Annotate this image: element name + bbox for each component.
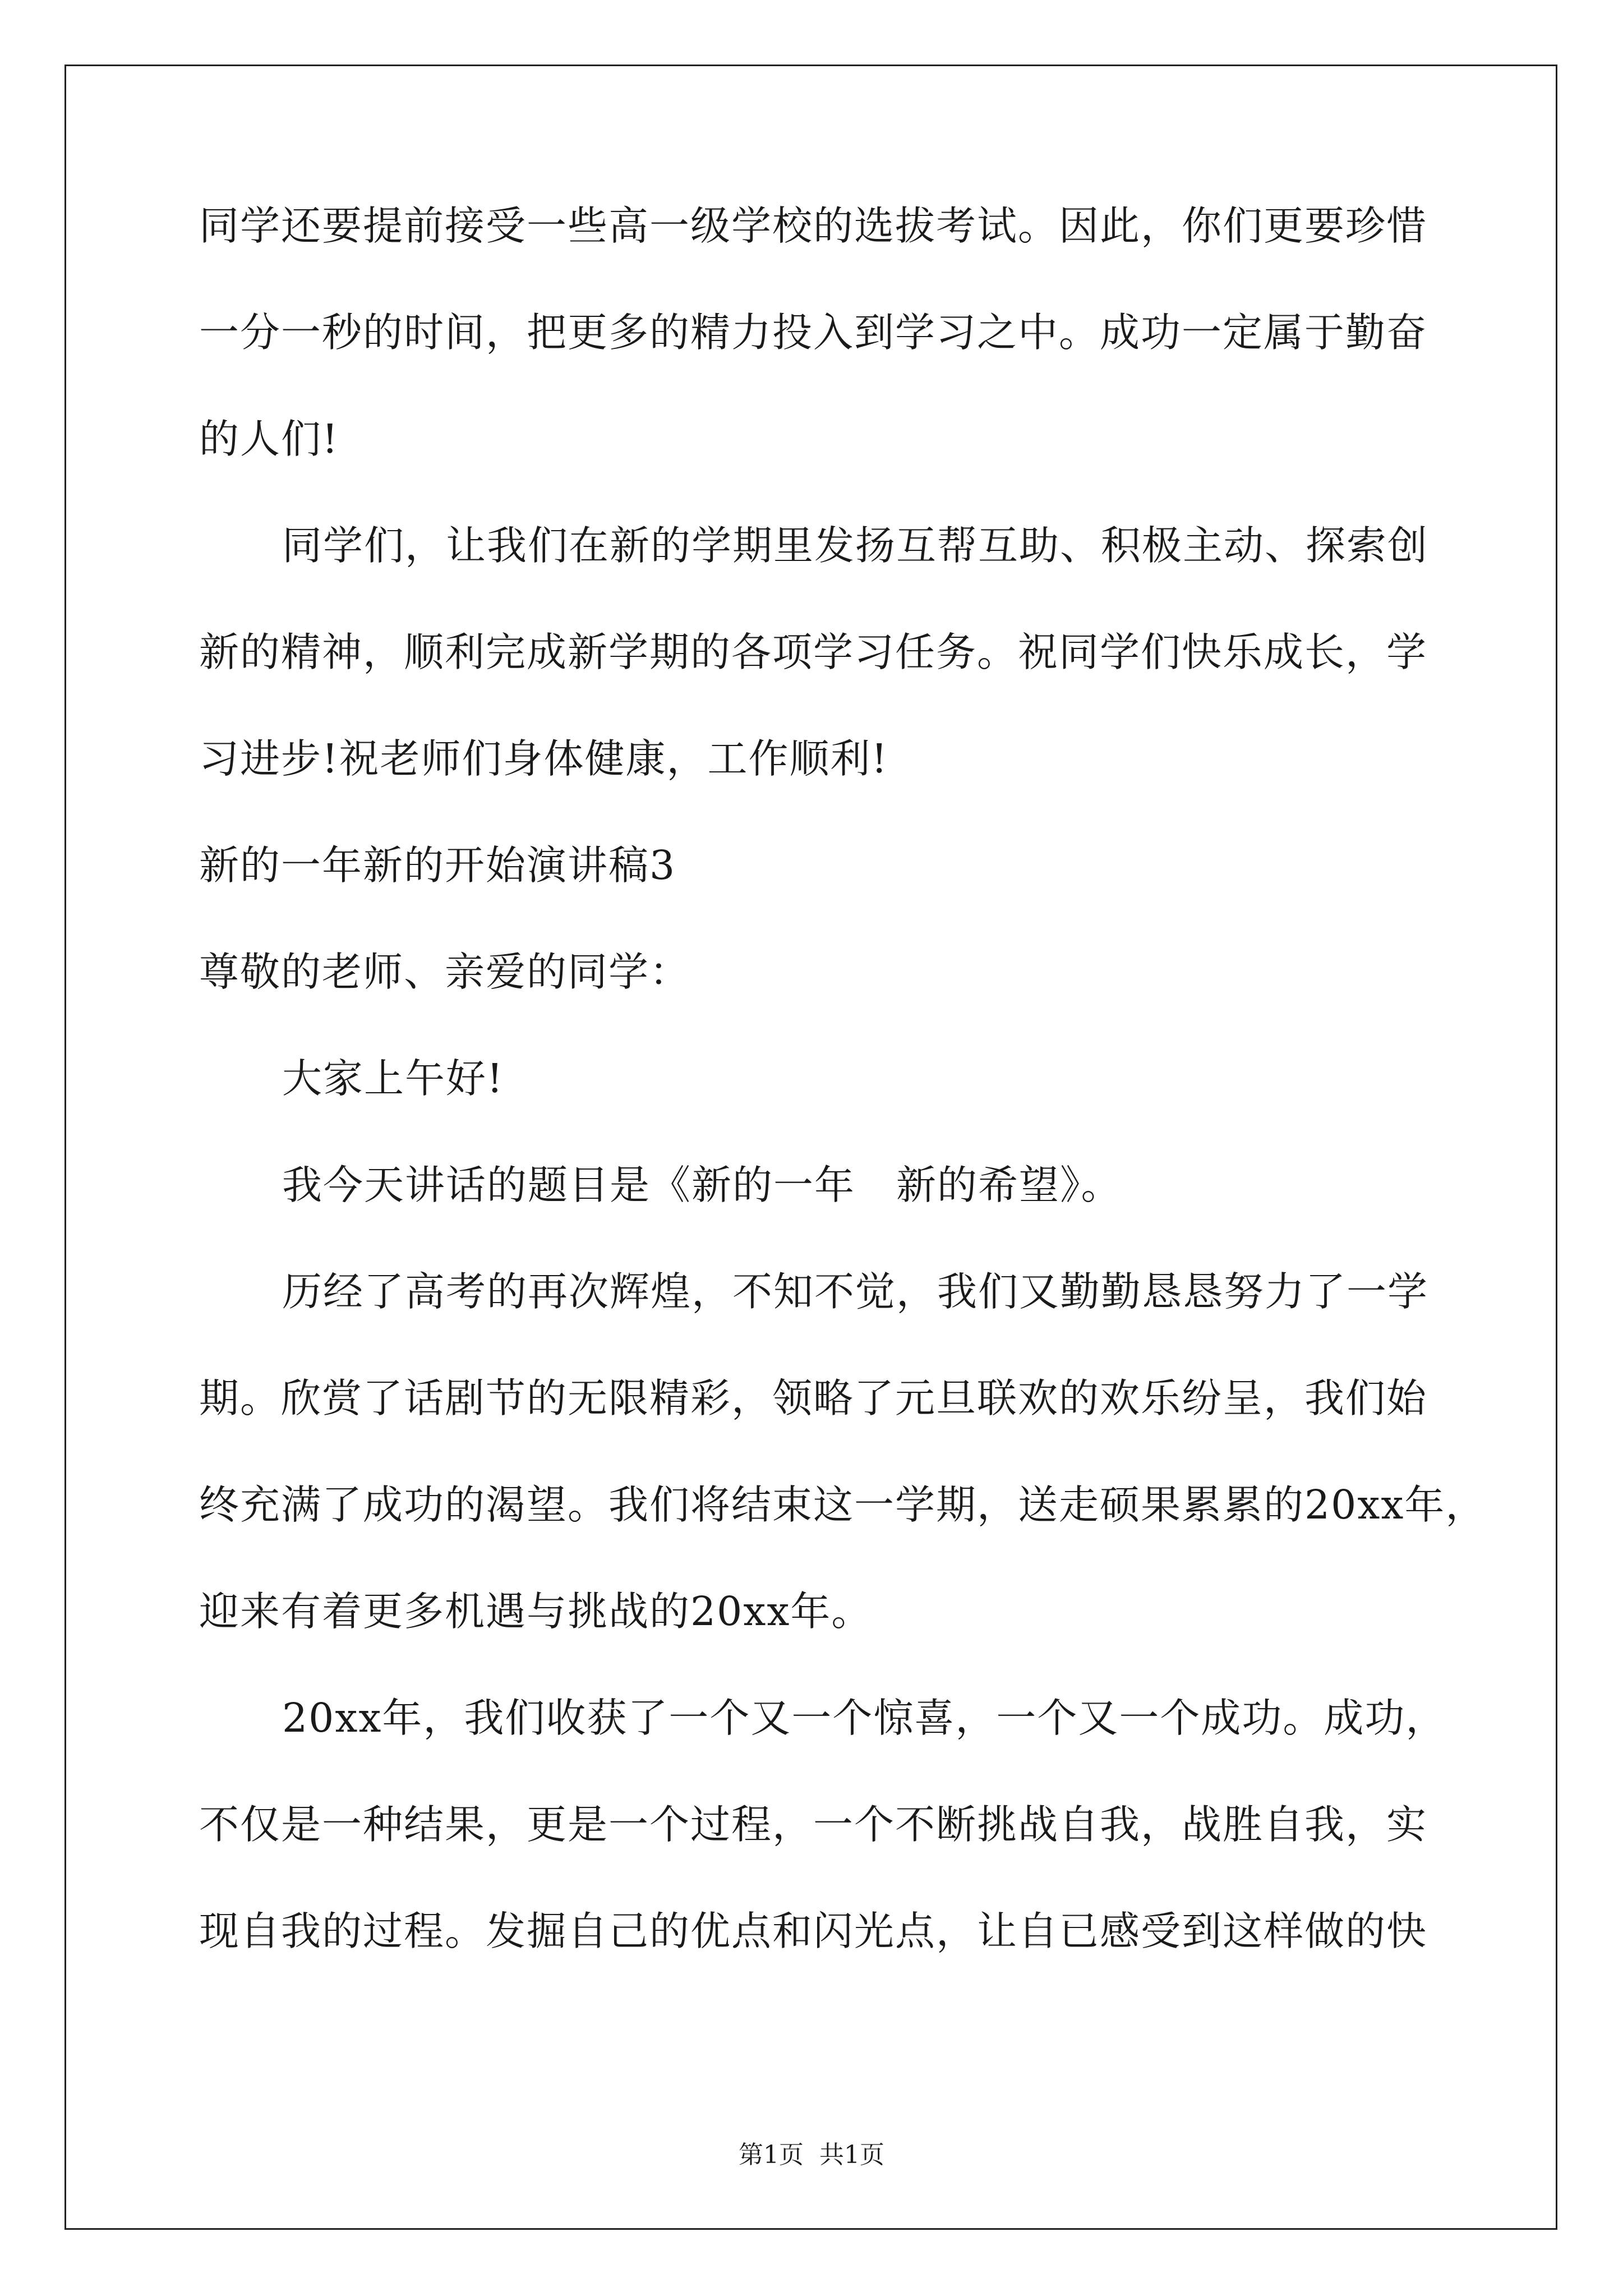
text-line: 不仅是一种结果，更是一个过程，一个不断挑战自我，战胜自我，实	[199, 1801, 1428, 1848]
text-line: 习进步!祝老师们身体健康，工作顺利!	[199, 735, 889, 782]
text-line: 大家上午好!	[282, 1055, 504, 1102]
text-line: 一分一秒的时间，把更多的精力投入到学习之中。成功一定属于勤奋	[199, 309, 1428, 356]
text-line: 现自我的过程。发掘自己的优点和闪光点，让自已感受到这样做的快	[199, 1908, 1428, 1954]
page-number: 第1页	[739, 2141, 804, 2169]
text-line: 同学还要提前接受一些高一级学校的选拔考试。因此，你们更要珍惜	[199, 203, 1428, 249]
text-line: 新的精神，顺利完成新学期的各项学习任务。祝同学们快乐成长，学	[199, 629, 1428, 675]
text-line: 20xx年，我们收获了一个又一个惊喜，一个又一个成功。成功，	[282, 1695, 1447, 1741]
page-footer	[0, 2138, 1623, 2172]
text-line: 终充满了成功的渴望。我们将结束这一学期，送走硕果累累的20xx年，	[199, 1481, 1487, 1528]
section-heading: 新的一年新的开始演讲稿3	[199, 842, 676, 889]
text-line: 历经了高考的再次辉煌，不知不觉，我们又勤勤恳恳努力了一学	[282, 1268, 1429, 1315]
text-line: 我今天讲话的题目是《新的一年 新的希望》。	[282, 1162, 1122, 1208]
salutation: 尊敬的老师、亲爱的同学：	[199, 949, 691, 995]
text-line: 迎来有着更多机遇与挑战的20xx年。	[199, 1588, 873, 1635]
text-line: 期。欣赏了话剧节的无限精彩，领略了元旦联欢的欢乐纷呈，我们始	[199, 1375, 1428, 1421]
text-line: 的人们!	[199, 416, 339, 462]
text-line: 同学们，让我们在新的学期里发扬互帮互助、积极主动、探索创	[282, 522, 1429, 569]
page-total: 共1页	[819, 2141, 884, 2169]
